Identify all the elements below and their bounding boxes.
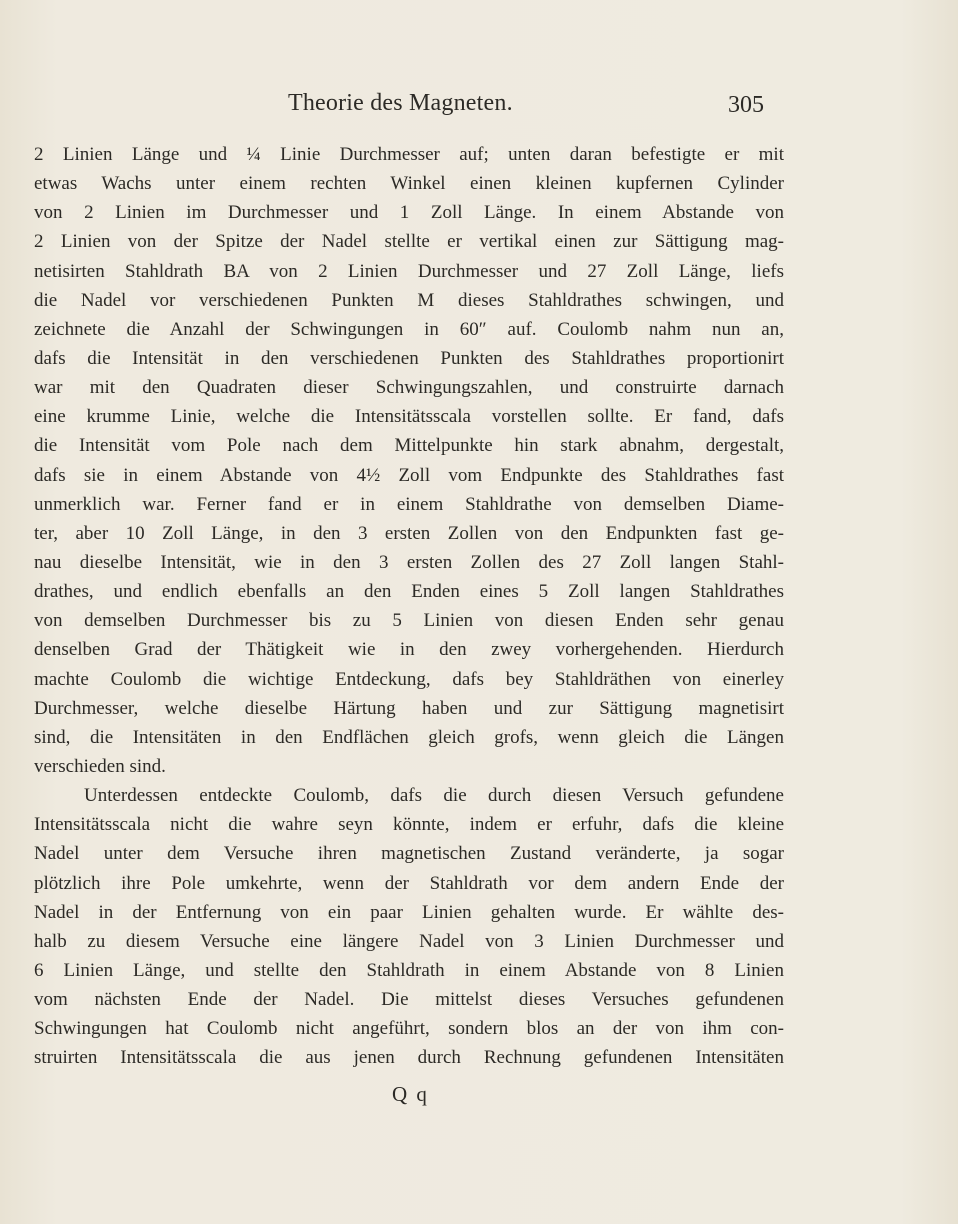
text-line: Schwingungen hat Coulomb nicht angeführt, sondern blos an der von ihm con- — [34, 1018, 784, 1040]
text-line: verschieden sind. — [34, 755, 166, 777]
text-line: nau dieselbe Intensität, wie in den 3 ersten Zollen des 27 Zoll langen Stahl- — [34, 551, 784, 573]
text-line: von 2 Linien im Durchmesser und 1 Zoll Länge. In einem Abstande von — [34, 202, 784, 224]
text-line: Nadel in der Entfernung von ein paar Linien gehalten wurde. Er wählte des- — [34, 901, 784, 923]
text-line: war mit den Quadraten dieser Schwingungszahlen, und construirte darnach — [34, 377, 784, 399]
text-line: von demselben Durchmesser bis zu 5 Linien von diesen Enden sehr genau — [34, 610, 784, 632]
text-line: struirten Intensitätsscala die aus jenen durch Rechnung gefundenen Intensitäten — [34, 1047, 784, 1069]
text-line: etwas Wachs unter einem rechten Winkel einen kleinen kupfernen Cylinder — [34, 173, 784, 195]
text-line: 6 Linien Länge, und stellte den Stahldrath in einem Abstande von 8 Linien — [34, 959, 784, 981]
text-line: Durchmesser, welche dieselbe Härtung haben und zur Sättigung magnetisirt — [34, 697, 784, 719]
page-number: 305 — [728, 92, 764, 118]
text-line: dafs die Intensität in den verschiedenen Punkten des Stahldrathes proportionirt — [34, 347, 784, 369]
text-line: Nadel unter dem Versuche ihren magnetischen Zustand veränderte, ja sogar — [34, 843, 784, 865]
text-line: die Intensität vom Pole nach dem Mittelpunkte hin stark abnahm, dergestalt, — [34, 435, 784, 457]
text-line: denselben Grad der Thätigkeit wie in den zwey vorhergehenden. Hierdurch — [34, 639, 784, 661]
text-line: 2 Linien Länge und ¼ Linie Durchmesser auf; unten daran befestigte er mit — [34, 144, 784, 165]
text-line: 2 Linien von der Spitze der Nadel stellte er vertikal einen zur Sättigung mag- — [34, 231, 784, 253]
text-line: netisirten Stahldrath BA von 2 Linien Durchmesser und 27 Zoll Länge, liefs — [34, 260, 784, 282]
text-line: vom nächsten Ende der Nadel. Die mittelst dieses Versuches gefundenen — [34, 989, 784, 1011]
body-text — [34, 140, 784, 1073]
text-line: unmerklich war. Ferner fand er in einem Stahldrathe von demselben Diame- — [34, 493, 784, 515]
signature-mark: Q q — [392, 1082, 429, 1106]
text-line: machte Coulomb die wichtige Entdeckung, dafs bey Stahldräthen von einerley — [34, 668, 784, 690]
text-line: plötzlich ihre Pole umkehrte, wenn der Stahldrath vor dem andern Ende der — [34, 872, 784, 894]
text-line: dafs sie in einem Abstande von 4½ Zoll vom Endpunkte des Stahldrathes fast — [34, 464, 784, 486]
text-line: eine krumme Linie, welche die Intensitätsscala vorstellen sollte. Er fand, dafs — [34, 406, 784, 428]
text-line: Intensitätsscala nicht die wahre seyn könnte, indem er erfuhr, dafs die kleine — [34, 814, 784, 836]
text-line: Unterdessen entdeckte Coulomb, dafs die durch diesen Versuch gefundene — [84, 785, 784, 807]
text-line: drathes, und endlich ebenfalls an den Enden eines 5 Zoll langen Stahldrathes — [34, 581, 784, 603]
text-line: halb zu diesem Versuche eine längere Nadel von 3 Linien Durchmesser und — [34, 930, 784, 952]
text-line: zeichnete die Anzahl der Schwingungen in 60″ auf. Coulomb nahm nun an, — [34, 318, 784, 340]
text-line: die Nadel vor verschiedenen Punkten M dieses Stahldrathes schwingen, und — [34, 289, 784, 311]
running-title: Theorie des Magneten. — [288, 90, 513, 116]
page-header — [0, 88, 958, 128]
text-line: ter, aber 10 Zoll Länge, in den 3 ersten Zollen von den Endpunkten fast ge- — [34, 522, 784, 544]
text-line: sind, die Intensitäten in den Endflächen gleich grofs, wenn gleich die Längen — [34, 726, 784, 748]
